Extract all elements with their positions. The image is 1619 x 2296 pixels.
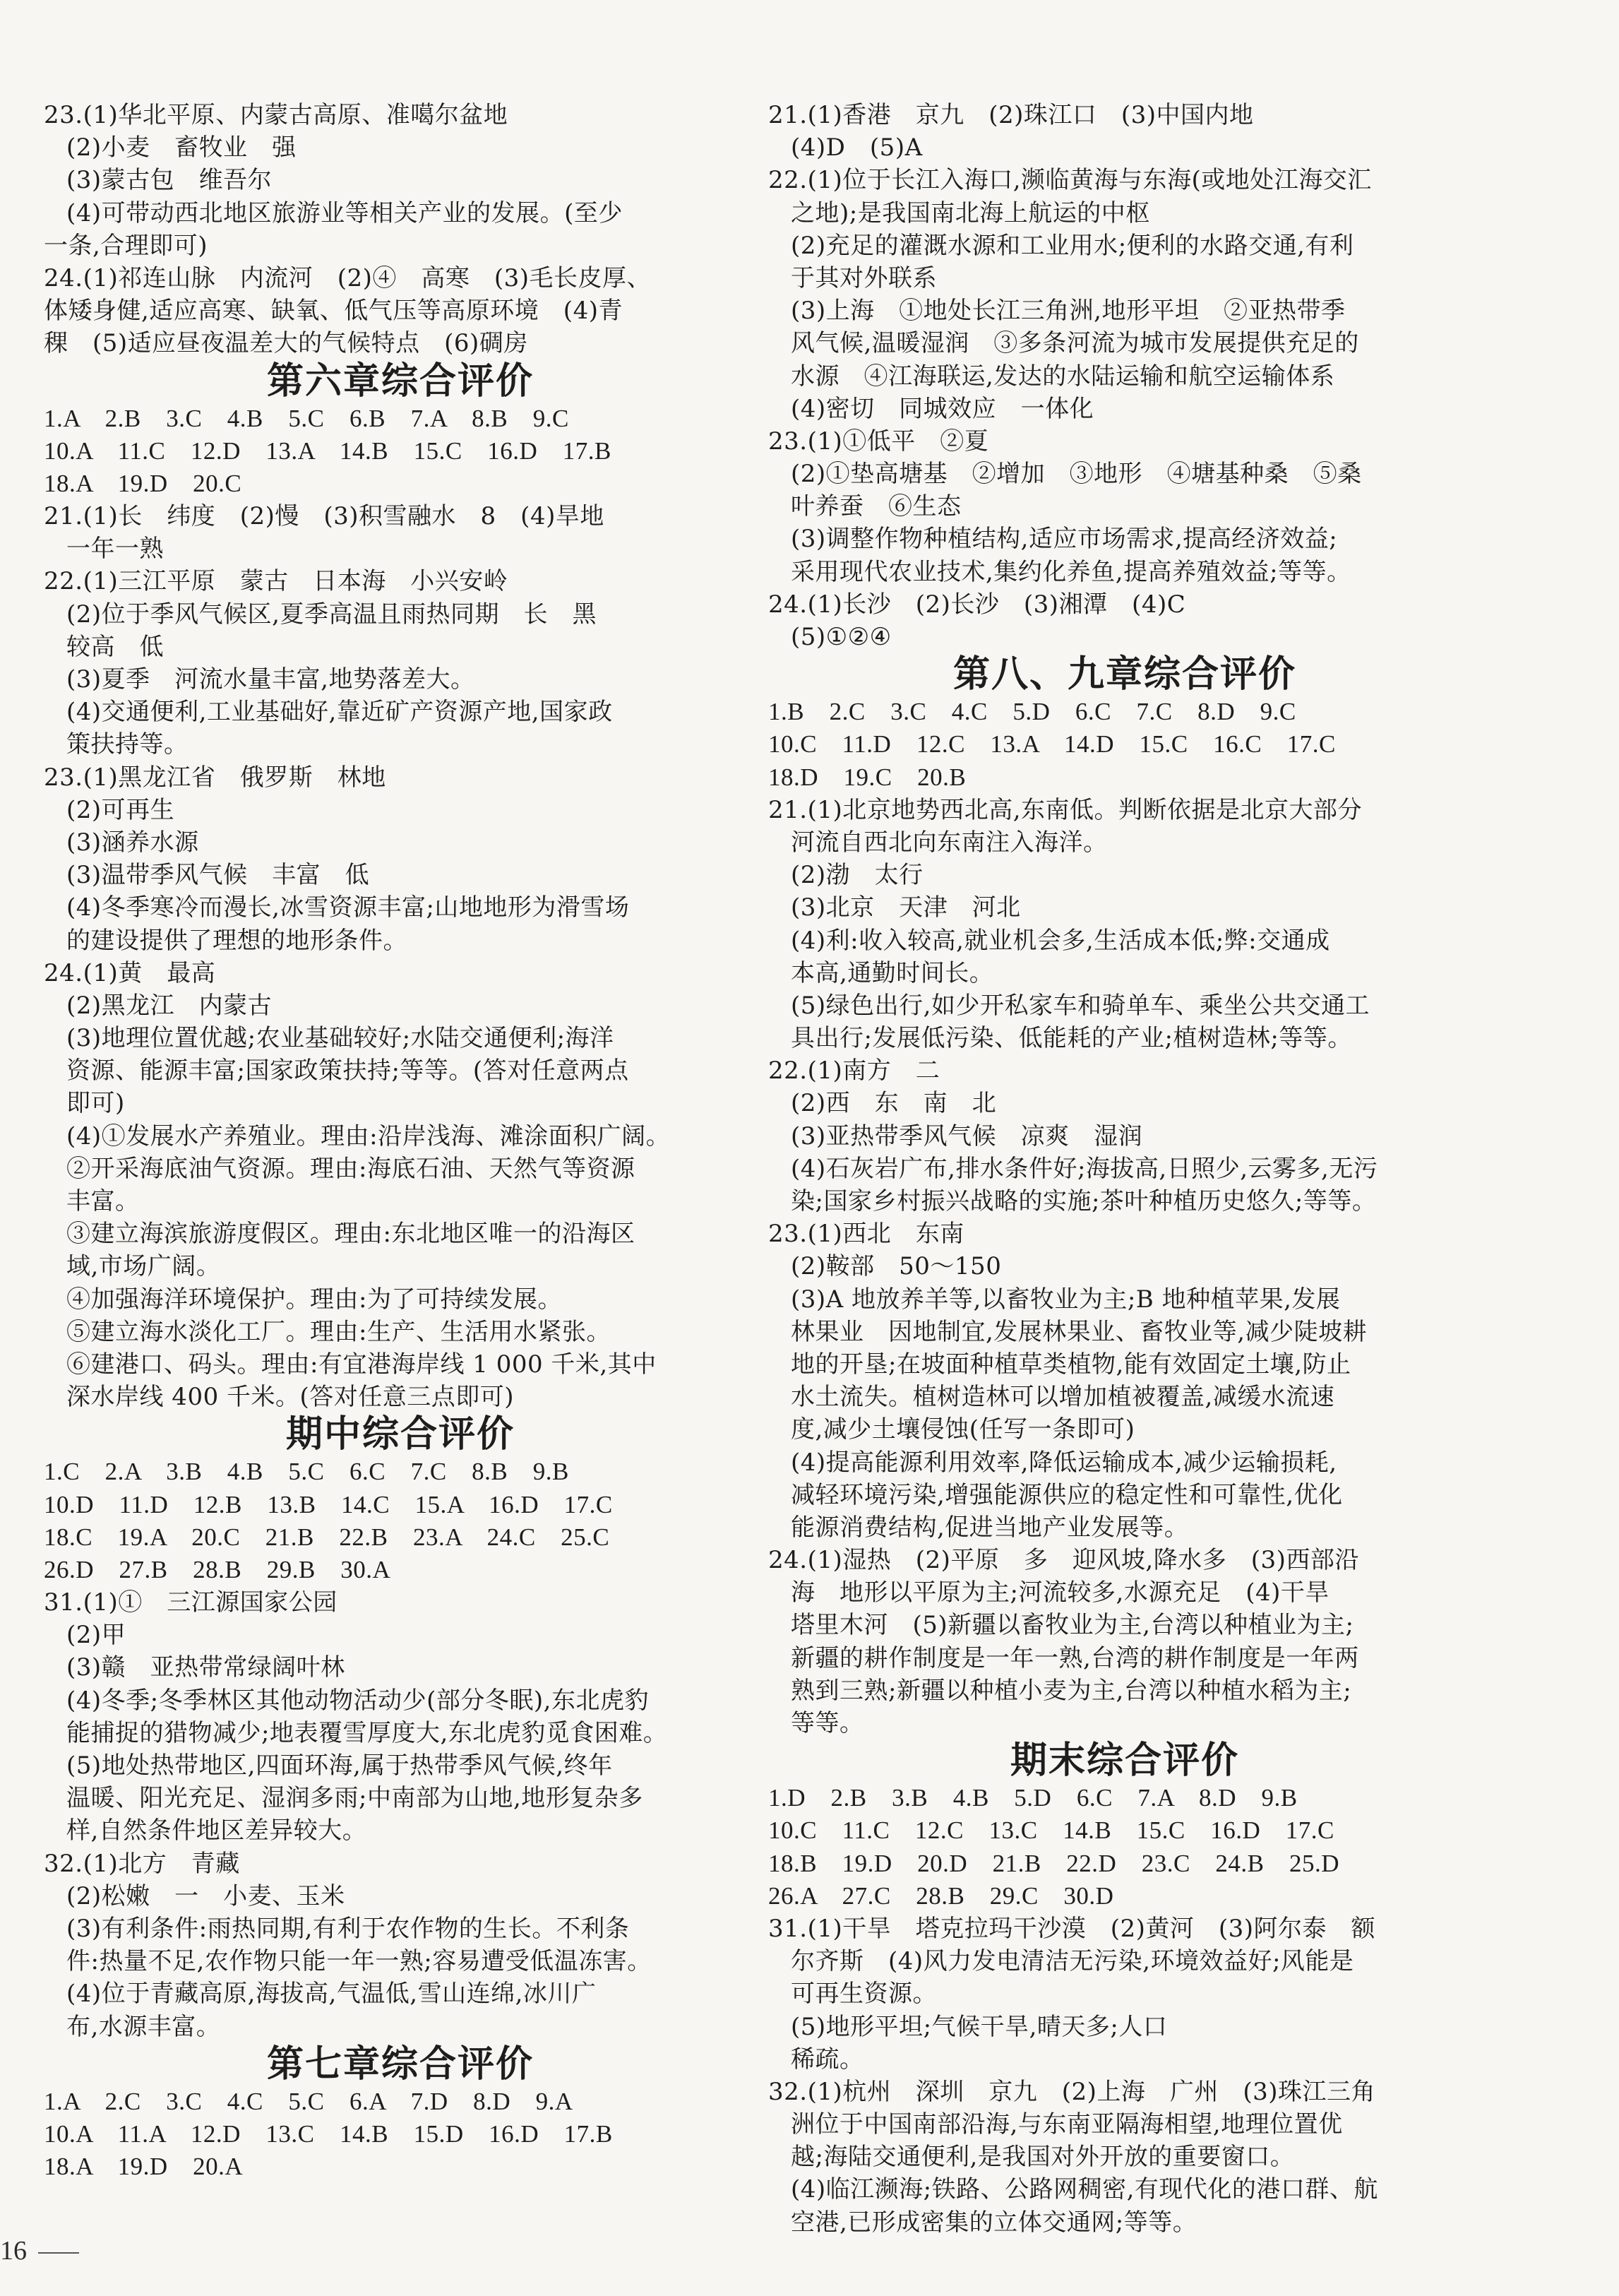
choice-answer-row: 10.A 11.C 12.D 13.A 14.B 15.C 16.D 17.B bbox=[44, 436, 611, 465]
answer-line: (3)涵养水源 bbox=[66, 828, 199, 857]
choice-answer-row: 1.A 2.B 3.C 4.B 5.C 6.B 7.A 8.B 9.C bbox=[44, 404, 569, 432]
answer-line: 21.(1)香港 京九 (2)珠江口 (3)中国内地 bbox=[768, 101, 1254, 129]
answer-line: ④加强海洋环境保护。理由:为了可持续发展。 bbox=[66, 1285, 562, 1314]
answer-line: 23.(1)黑龙江省 俄罗斯 林地 bbox=[44, 763, 386, 792]
answer-line: 稞 (5)适应昼夜温差大的气候特点 (6)碉房 bbox=[44, 329, 528, 358]
answer-line: 能捕捉的猎物减少;地表覆雪厚度大,东北虎豹觅食困难。 bbox=[66, 1718, 668, 1747]
answer-line: (4)D (5)A bbox=[791, 133, 923, 162]
footer-rule bbox=[38, 2252, 79, 2254]
answer-line: 体矮身健,适应高寒、缺氧、低气压等高原环境 (4)青 bbox=[44, 297, 623, 326]
answer-line: 丰富。 bbox=[66, 1187, 140, 1215]
answer-line: (5)①②④ bbox=[791, 623, 892, 651]
answer-line: 等等。 bbox=[791, 1709, 864, 1737]
answer-line: (4)可带动西北地区旅游业等相关产业的发展。(至少 bbox=[66, 198, 623, 227]
section-heading: 期末综合评价 bbox=[1010, 1739, 1239, 1783]
answer-line: 地的开垦;在坡面种植草类植物,能有效固定土壤,防止 bbox=[791, 1350, 1351, 1379]
answer-line: 可再生资源。 bbox=[791, 1980, 937, 2009]
choice-answer-row: 18.C 19.A 20.C 21.B 22.B 23.A 24.C 25.C bbox=[44, 1523, 610, 1551]
answer-line: 域,市场广阔。 bbox=[66, 1252, 221, 1281]
answer-line: 件:热量不足,农作物只能一年一熟;容易遭受低温冻害。 bbox=[66, 1947, 652, 1976]
answer-line: 31.(1)干旱 塔克拉玛干沙漠 (2)黄河 (3)阿尔泰 额 bbox=[768, 1914, 1376, 1943]
answer-line: ②开采海底油气资源。理由:海底石油、天然气等资源 bbox=[66, 1154, 635, 1183]
choice-answer-row: 10.D 11.D 12.B 13.B 14.C 15.A 16.D 17.C bbox=[44, 1490, 613, 1518]
answer-line: 22.(1)位于长江入海口,濒临黄海与东海(或地处江海交汇 bbox=[768, 166, 1372, 195]
answer-line: (3)A 地放养羊等,以畜牧业为主;B 地种植苹果,发展 bbox=[791, 1285, 1341, 1314]
answer-line: (3)北京 天津 河北 bbox=[791, 893, 1021, 922]
answer-line: 新疆的耕作制度是一年一熟,台湾的耕作制度是一年两 bbox=[791, 1643, 1359, 1672]
answer-line: 本高,通勤时间长。 bbox=[791, 958, 994, 987]
answer-line: 32.(1)杭州 深圳 京九 (2)上海 广州 (3)珠江三角 bbox=[768, 2077, 1376, 2106]
answer-line: 空港,已形成密集的立体交通网;等等。 bbox=[791, 2208, 1197, 2237]
answer-line: (2)松嫩 一 小麦、玉米 bbox=[66, 1881, 345, 1910]
answer-line: 22.(1)三江平原 蒙古 日本海 小兴安岭 bbox=[44, 567, 508, 596]
answer-line: 尔齐斯 (4)风力发电清洁无污染,环境效益好;风能是 bbox=[791, 1947, 1354, 1976]
answer-line: 资源、能源丰富;国家政策扶持;等等。(答对任意两点 bbox=[66, 1057, 629, 1085]
choice-answer-row: 10.A 11.A 12.D 13.C 14.B 15.D 16.D 17.B bbox=[44, 2119, 613, 2148]
answer-line: 河流自西北向东南注入海洋。 bbox=[791, 828, 1108, 857]
answer-line: (2)可再生 bbox=[66, 795, 175, 824]
choice-answer-row: 1.D 2.B 3.B 4.B 5.D 6.C 7.A 8.D 9.B bbox=[768, 1784, 1298, 1812]
answer-line: 的建设提供了理想的地形条件。 bbox=[66, 926, 407, 955]
answer-line: (3)赣 亚热带常绿阔叶林 bbox=[66, 1653, 345, 1682]
answer-line: (5)地处热带地区,四面环海,属于热带季风气候,终年 bbox=[66, 1751, 613, 1780]
answer-line: ⑥建港口、码头。理由:有宜港海岸线 1 000 千米,其中 bbox=[66, 1350, 657, 1379]
left-answer-column bbox=[44, 99, 757, 2183]
page-number: 16 bbox=[0, 2236, 27, 2266]
answer-line: 24.(1)长沙 (2)长沙 (3)湘潭 (4)C bbox=[768, 590, 1186, 619]
answer-line: (2)小麦 畜牧业 强 bbox=[66, 133, 297, 162]
answer-line: ⑤建立海水淡化工厂。理由:生产、生活用水紧张。 bbox=[66, 1317, 611, 1346]
answer-line: (2)西 东 南 北 bbox=[791, 1089, 997, 1118]
section-heading: 第七章综合评价 bbox=[266, 2042, 534, 2086]
answer-line: (2)黑龙江 内蒙古 bbox=[66, 991, 273, 1020]
answer-line: (2)渤 太行 bbox=[791, 861, 924, 890]
answer-line: 稀疏。 bbox=[791, 2045, 864, 2074]
choice-answer-row: 18.A 19.D 20.C bbox=[44, 469, 242, 497]
answer-line: (4)石灰岩广布,排水条件好;海拔高,日照少,云雾多,无污 bbox=[791, 1154, 1378, 1183]
answer-line: 风气候,温暖湿润 ③多条河流为城市发展提供充足的 bbox=[791, 329, 1359, 358]
answer-line: 于其对外联系 bbox=[791, 263, 937, 292]
answer-line: (3)温带季风气候 丰富 低 bbox=[66, 861, 370, 890]
answer-line: 策扶持等。 bbox=[66, 730, 189, 759]
answer-line: (4)①发展水产养殖业。理由:沿岸浅海、滩涂面积广阔。 bbox=[66, 1122, 671, 1150]
answer-line: (4)位于青藏高原,海拔高,气温低,雪山连绵,冰川广 bbox=[66, 1980, 597, 2009]
answer-line: 水土流失。植树造林可以增加植被覆盖,减缓水流速 bbox=[791, 1383, 1335, 1412]
answer-line: 洲位于中国南部沿海,与东南亚隔海相望,地理位置优 bbox=[791, 2110, 1343, 2139]
choice-answer-row: 26.D 27.B 28.B 29.B 30.A bbox=[44, 1555, 391, 1583]
answer-line: (3)蒙古包 维吾尔 bbox=[66, 166, 273, 195]
answer-line: 叶养蚕 ⑥生态 bbox=[791, 492, 962, 521]
section-heading: 期中综合评价 bbox=[285, 1413, 515, 1456]
answer-line: 22.(1)南方 二 bbox=[768, 1057, 940, 1085]
answer-line: (2)鞍部 50～150 bbox=[791, 1252, 1002, 1281]
answer-line: 具出行;发展低污染、低能耗的产业;植树造林;等等。 bbox=[791, 1024, 1352, 1053]
answer-line: (2)充足的灌溉水源和工业用水;便利的水路交通,有利 bbox=[791, 231, 1354, 260]
answer-line: 21.(1)长 纬度 (2)慢 (3)积雪融水 8 (4)旱地 bbox=[44, 502, 604, 531]
answer-line: (3)夏季 河流水量丰富,地势落差大。 bbox=[66, 665, 475, 694]
choice-answer-row: 18.D 19.C 20.B bbox=[768, 763, 967, 791]
answer-line: 温暖、阳光充足、湿润多雨;中南部为山地,地形复杂多 bbox=[66, 1784, 643, 1813]
answer-line: 23.(1)西北 东南 bbox=[768, 1220, 964, 1249]
answer-line: (3)亚热带季风气候 凉爽 湿润 bbox=[791, 1122, 1143, 1150]
answer-line: (4)利:收入较高,就业机会多,生活成本低;弊:交通成 bbox=[791, 926, 1330, 955]
answer-line: (4)提高能源利用效率,降低运输成本,减少运输损耗, bbox=[791, 1448, 1337, 1477]
answer-line: (4)冬季寒冷而漫长,冰雪资源丰富;山地地形为滑雪场 bbox=[66, 893, 630, 922]
section-heading: 第六章综合评价 bbox=[266, 359, 534, 403]
answer-line: (4)临江濒海;铁路、公路网稠密,有现代化的港口群、航 bbox=[791, 2175, 1378, 2204]
answer-line: (2)位于季风气候区,夏季高温且雨热同期 长 黑 bbox=[66, 600, 597, 629]
section-heading: 第八、九章综合评价 bbox=[952, 653, 1296, 696]
answer-line: 样,自然条件地区差异较大。 bbox=[66, 1816, 367, 1845]
answer-line: 32.(1)北方 青藏 bbox=[44, 1849, 240, 1878]
answer-line: (3)上海 ①地处长江三角洲,地形平坦 ②亚热带季 bbox=[791, 297, 1346, 326]
choice-answer-row: 1.C 2.A 3.B 4.B 5.C 6.C 7.C 8.B 9.B bbox=[44, 1458, 569, 1486]
answer-line: 塔里木河 (5)新疆以畜牧业为主,台湾以种植业为主; bbox=[791, 1611, 1354, 1640]
answer-line: (3)地理位置优越;农业基础较好;水陆交通便利;海洋 bbox=[66, 1024, 614, 1053]
answer-line: 林果业 因地制宜,发展林果业、畜牧业等,减少陡坡耕 bbox=[791, 1317, 1368, 1346]
right-answer-column bbox=[768, 99, 1481, 2239]
answer-line: ③建立海滨旅游度假区。理由:东北地区唯一的沿海区 bbox=[66, 1220, 635, 1249]
answer-line: 31.(1)① 三江源国家公园 bbox=[44, 1588, 337, 1617]
answer-line: 21.(1)北京地势西北高,东南低。判断依据是北京大部分 bbox=[768, 795, 1363, 824]
answer-line: 水源 ④江海联运,发达的水陆运输和航空运输体系 bbox=[791, 362, 1335, 391]
choice-answer-row: 26.A 27.C 28.B 29.C 30.D bbox=[768, 1881, 1114, 1910]
choice-answer-row: 18.B 19.D 20.D 21.B 22.D 23.C 24.B 25.D bbox=[768, 1849, 1339, 1877]
answer-line: 深水岸线 400 千米。(答对任意三点即可) bbox=[66, 1383, 515, 1412]
answer-line: 之地);是我国南北海上航运的中枢 bbox=[791, 198, 1150, 227]
answer-line: 一年一熟 bbox=[66, 535, 164, 564]
answer-line: 一条,合理即可) bbox=[44, 231, 208, 260]
answer-line: 度,减少土壤侵蚀(任写一条即可) bbox=[791, 1415, 1135, 1444]
answer-line: 即可) bbox=[66, 1089, 125, 1118]
choice-answer-row: 18.A 19.D 20.A bbox=[44, 2153, 244, 2181]
answer-line: (4)冬季;冬季林区其他动物活动少(部分冬眠),东北虎豹 bbox=[66, 1686, 649, 1715]
choice-answer-row: 10.C 11.C 12.C 13.C 14.B 15.C 16.D 17.C bbox=[768, 1816, 1334, 1845]
answer-line: 能源消费结构,促进当地产业发展等。 bbox=[791, 1513, 1189, 1542]
answer-line: 24.(1)黄 最高 bbox=[44, 958, 216, 987]
answer-line: 23.(1)①低平 ②夏 bbox=[768, 427, 989, 456]
answer-line: (3)调整作物种植结构,适应市场需求,提高经济效益; bbox=[791, 525, 1338, 554]
answer-line: (3)有利条件:雨热同期,有利于农作物的生长。不利条 bbox=[66, 1914, 630, 1943]
choice-answer-row: 10.C 11.D 12.C 13.A 14.D 15.C 16.C 17.C bbox=[768, 730, 1336, 759]
answer-line: 布,水源丰富。 bbox=[66, 2012, 221, 2041]
answer-line: 较高 低 bbox=[66, 632, 164, 661]
answer-line: (4)密切 同城效应 一体化 bbox=[791, 394, 1094, 423]
answer-line: 熟到三熟;新疆以种植小麦为主,台湾以种植水稻为主; bbox=[791, 1676, 1352, 1705]
answer-line: (4)交通便利,工业基础好,靠近矿产资源产地,国家政 bbox=[66, 698, 613, 727]
answer-line: 减轻环境污染,增强能源供应的稳定性和可靠性,优化 bbox=[791, 1480, 1343, 1509]
answer-line: 海 地形以平原为主;河流较多,水源充足 (4)干旱 bbox=[791, 1578, 1330, 1607]
answer-line: (2)①垫高塘基 ②增加 ③地形 ④塘基种桑 ⑤桑 bbox=[791, 460, 1362, 489]
answer-line: 24.(1)祁连山脉 内流河 (2)④ 高寒 (3)毛长皮厚、 bbox=[44, 263, 652, 292]
answer-line: 23.(1)华北平原、内蒙古高原、准噶尔盆地 bbox=[44, 101, 508, 129]
answer-line: 越;海陆交通便利,是我国对外开放的重要窗口。 bbox=[791, 2143, 1295, 2172]
choice-answer-row: 1.A 2.C 3.C 4.C 5.C 6.A 7.D 8.D 9.A bbox=[44, 2087, 573, 2115]
answer-line: 24.(1)湿热 (2)平原 多 迎风坡,降水多 (3)西部沿 bbox=[768, 1546, 1359, 1575]
answer-line: (5)绿色出行,如少开私家车和骑单车、乘坐公共交通工 bbox=[791, 991, 1370, 1020]
answer-line: (2)甲 bbox=[66, 1621, 126, 1650]
answer-line: (5)地形平坦;气候干旱,晴天多;人口 bbox=[791, 2012, 1168, 2041]
answer-line: 染;国家乡村振兴战略的实施;茶叶种植历史悠久;等等。 bbox=[791, 1187, 1377, 1215]
page-footer bbox=[0, 2235, 79, 2266]
answer-line: 采用现代农业技术,集约化养鱼,提高养殖效益;等等。 bbox=[791, 557, 1351, 586]
choice-answer-row: 1.B 2.C 3.C 4.C 5.D 6.C 7.C 8.D 9.C bbox=[768, 698, 1296, 726]
